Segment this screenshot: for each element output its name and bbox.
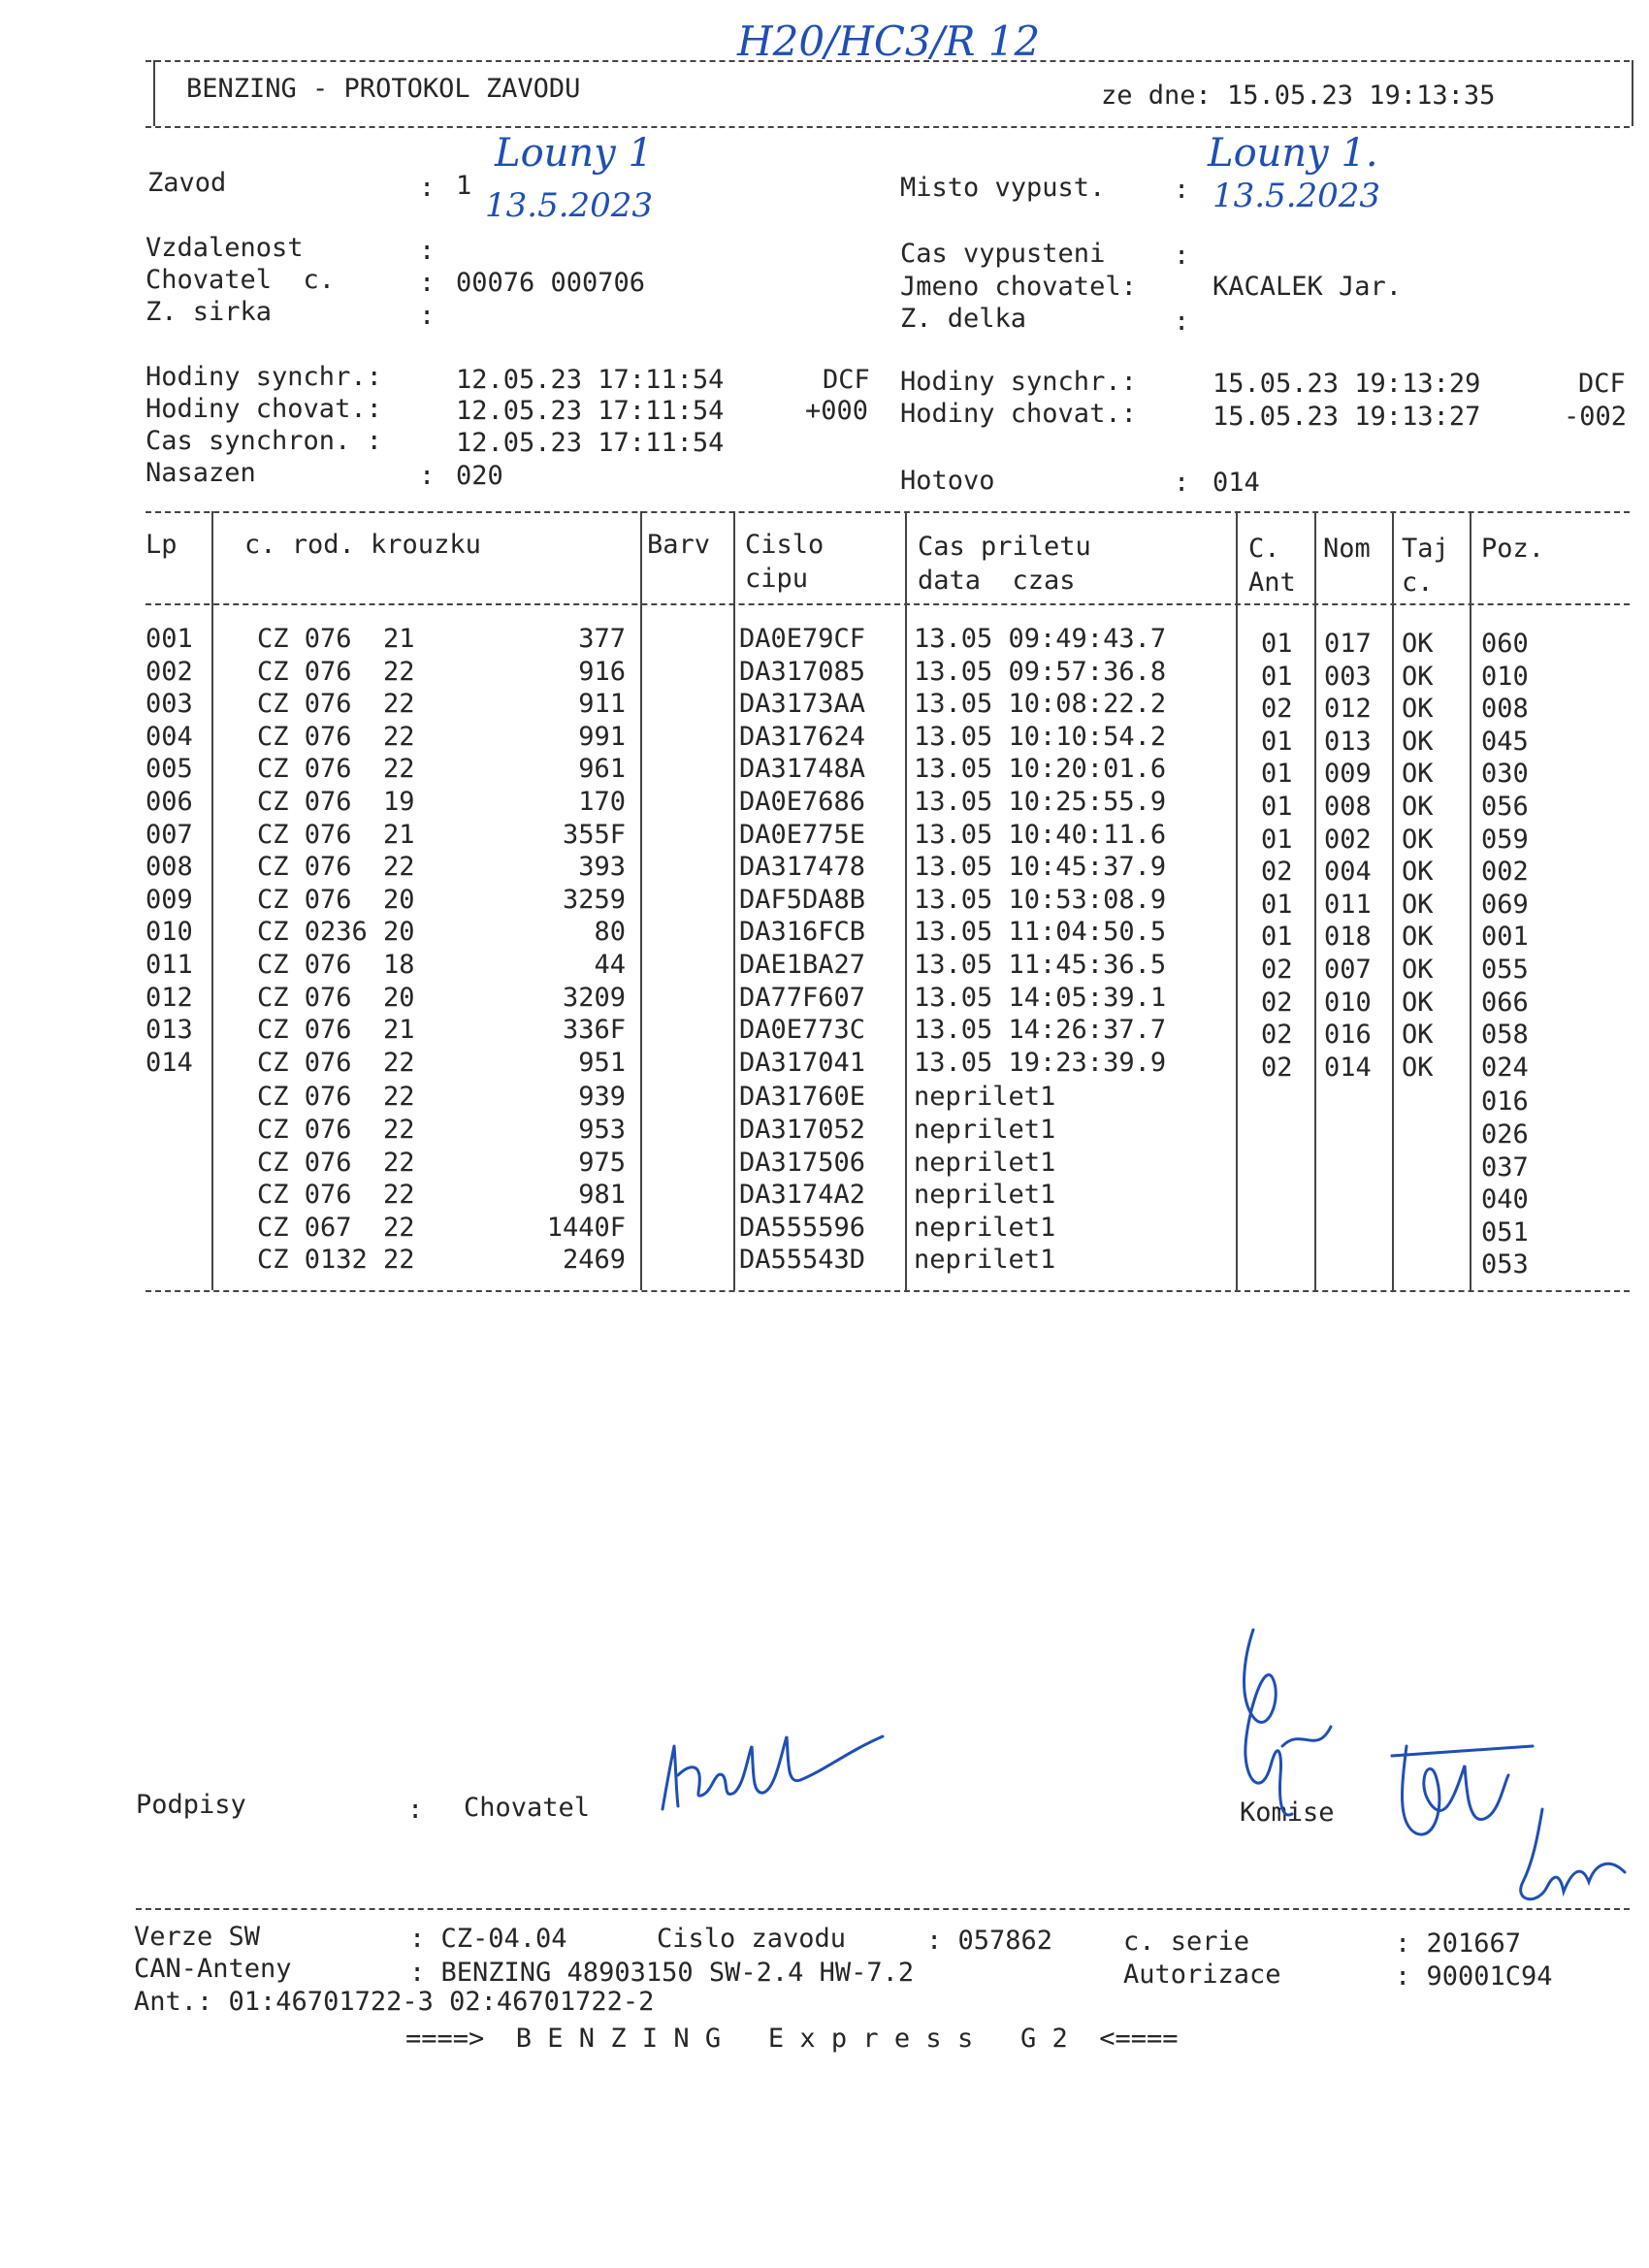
cell-chip: DA3174A2 [739,1180,866,1211]
cell-taj: OK [1402,694,1434,725]
cell-antenna: 01 [1261,726,1293,757]
col-sep-chip [905,511,907,1290]
handwritten-date-right: 13.5.2023 [1212,177,1381,215]
handwritten-place-left: Louny 1 [495,131,653,176]
cell-arrival-time: 13.05 10:20:01.6 [914,754,1167,785]
zavod-colon: : [419,173,436,203]
nasazen-value: 020 [456,461,503,491]
col-sep-taj [1470,511,1471,1290]
cell-arrival-time: 13.05 09:57:36.8 [914,656,1167,687]
autorizace-value: : 90001C94 [1395,1961,1553,1992]
col-sep-time [1236,511,1238,1290]
protocol-title: BENZING - PROTOKOL ZAVODU [186,74,581,104]
verze-value: : CZ-04.04 [409,1924,567,1954]
header-lp: Lp [146,530,178,560]
chovatel-value: 00076 000706 [456,268,646,298]
vzdalenost-label: Vzdalenost [146,233,304,263]
cell-nom: 018 [1324,922,1372,953]
cell-nom: 003 [1324,661,1372,692]
cell-ring: CZ 076 22 [257,1147,415,1178]
cell-taj: OK [1402,987,1434,1018]
cell-ring: CZ 0132 22 [257,1245,415,1276]
col-sep-lp [211,511,213,1290]
cell-arrival-time: 13.05 10:08:22.2 [914,689,1167,720]
brand-line: ====> B E N Z I N G E x p r e s s G 2 <==== [405,2024,1179,2054]
cell-ring-number: 951 [578,1047,626,1078]
cell-chip: DA317085 [739,656,866,687]
cell-chip: DA0E7686 [739,787,866,817]
cell-nom: 004 [1324,857,1372,888]
cell-poz: 069 [1481,889,1529,920]
cell-ring-number: 911 [578,689,626,720]
jmeno-label: Jmeno chovatel: [900,272,1137,302]
cell-poz: 056 [1481,792,1529,822]
cell-antenna: 01 [1261,889,1293,920]
header-top-rule [146,60,1630,62]
cell-poz: 008 [1481,694,1529,725]
hotovo-value: 014 [1212,468,1260,498]
nasazen-label: Nasazen [146,458,256,488]
cell-taj: OK [1402,955,1434,985]
table-bottom-rule [146,1290,1630,1292]
cell-ring-number: 393 [578,852,626,883]
cell-lp: 001 [146,624,193,654]
misto-label: Misto vypust. [900,173,1106,203]
cell-poz: 024 [1481,1052,1529,1083]
can-value: : BENZING 48903150 SW-2.4 HW-7.2 [409,1958,915,1988]
cell-ring: CZ 067 22 [257,1212,415,1243]
cell-chip: DAF5DA8B [739,884,866,915]
misto-colon: : [1174,175,1190,205]
hotovo-colon: : [1174,468,1190,498]
header-bottom-rule [146,126,1630,128]
cell-nom: 016 [1324,1020,1372,1051]
cell-ring-number: 981 [578,1180,626,1211]
chovatel-signature [655,1717,888,1824]
header-barv: Barv [647,530,711,560]
cell-ring: CZ 076 22 [257,1115,415,1145]
zsirka-colon: : [419,301,436,331]
cell-chip: DA317478 [739,852,866,883]
header-left-border [153,60,155,126]
header-ring: c. rod. krouzku [244,530,481,560]
cell-poz: 010 [1481,661,1529,692]
cell-ring-number: 1440F [546,1212,626,1243]
cell-lp: 011 [146,950,193,980]
cell-antenna: 02 [1261,857,1293,888]
cell-ring: CZ 076 22 [257,1047,415,1078]
jmeno-value: KACALEK Jar. [1212,272,1403,302]
cell-taj: OK [1402,824,1434,855]
cell-antenna: 01 [1261,629,1293,659]
cell-poz: 001 [1481,922,1529,953]
clock-left-synchr-value: 12.05.23 17:11:54 [456,365,725,395]
cell-ring: CZ 076 22 [257,852,415,883]
cell-ring: CZ 076 22 [257,721,415,752]
cell-nom: 002 [1324,824,1372,855]
cell-poz: 053 [1481,1249,1529,1280]
cell-nom: 009 [1324,759,1372,790]
cell-arrival-time: 13.05 10:45:37.9 [914,852,1167,883]
header-c-1: C. [1248,534,1280,564]
clock-left-synchr-label: Hodiny synchr.: [146,362,382,392]
header-right-border [1632,60,1633,126]
cell-antenna: 01 [1261,792,1293,822]
cell-antenna: 02 [1261,987,1293,1018]
clock-left-synchr-suffix: DCF [823,365,870,395]
cell-chip: DA555596 [739,1212,866,1243]
cell-taj: OK [1402,726,1434,757]
cell-lp: 008 [146,852,193,883]
zavod-value: 1 [456,171,472,201]
chovatel-signature-label: Chovatel [464,1793,591,1823]
cell-chip: DAE1BA27 [739,950,866,980]
cell-taj: OK [1402,629,1434,659]
report-date-label: ze dne: [1101,81,1212,111]
chovatel-colon: : [419,268,436,298]
komise-signature-3 [1504,1804,1630,1911]
cell-nom: 014 [1324,1052,1372,1083]
clock-right-chovat-label: Hodiny chovat.: [900,399,1137,429]
cell-poz: 016 [1481,1086,1529,1118]
cell-chip: DA55543D [739,1245,866,1276]
report-date-value: 15.05.23 19:13:35 [1227,81,1496,111]
cell-arrival-time: 13.05 10:40:11.6 [914,819,1167,850]
cell-arrival-time: 13.05 14:26:37.7 [914,1015,1167,1046]
cell-antenna: 02 [1261,955,1293,985]
cell-ring: CZ 076 21 [257,819,415,850]
cell-chip: DA317506 [739,1147,866,1178]
cell-ring-number: 961 [578,754,626,785]
zdelka-colon: : [1174,307,1190,337]
header-nom: Nom [1323,534,1371,564]
cell-antenna: 01 [1261,661,1293,692]
footer-rule [136,1908,1630,1910]
cell-chip: DA77F607 [739,982,866,1013]
chovatel-label: Chovatel c. [146,265,336,295]
podpisy-colon: : [407,1795,424,1825]
cell-antenna: 02 [1261,1020,1293,1051]
clock-right-synchr-value: 15.05.23 19:13:29 [1212,369,1481,399]
cell-ring-number: 170 [578,787,626,817]
cell-ring: CZ 076 18 [257,950,415,980]
cell-nom: 007 [1324,955,1372,985]
cell-ring-number: 939 [578,1082,626,1113]
cell-antenna: 01 [1261,922,1293,953]
cell-ring-number: 975 [578,1147,626,1178]
cell-poz: 037 [1481,1151,1529,1183]
cell-chip: DA3173AA [739,689,866,720]
cell-chip: DA31748A [739,754,866,785]
cell-arrival-time: neprilet1 [914,1147,1056,1178]
cell-poz: 060 [1481,629,1529,659]
cell-arrival-time: 13.05 11:04:50.5 [914,917,1167,948]
clock-left-chovat-suffix: +000 [805,396,869,426]
cell-nom: 010 [1324,987,1372,1018]
cell-poz: 051 [1481,1216,1529,1247]
cell-ring-number: 355F [562,819,626,850]
cell-arrival-time: 13.05 10:25:55.9 [914,787,1167,817]
cell-ring-number: 377 [578,624,626,654]
cell-ring: CZ 076 21 [257,1015,415,1046]
cell-poz: 066 [1481,987,1529,1018]
cell-ring-number: 3259 [562,884,626,915]
cislo-zavodu-label: Cislo zavodu [657,1924,847,1954]
cell-ring: CZ 076 22 [257,1082,415,1113]
serie-label: c. serie [1123,1927,1250,1957]
cell-taj: OK [1402,1020,1434,1051]
cell-lp: 006 [146,787,193,817]
header-poz: Poz. [1481,534,1545,564]
cell-ring: CZ 076 22 [257,656,415,687]
handwritten-place-right: Louny 1. [1208,131,1378,176]
cell-nom: 011 [1324,889,1372,920]
cell-ring-number: 80 [594,917,626,948]
cell-lp: 002 [146,656,193,687]
header-taj-2: c. [1402,567,1434,598]
cell-ring: CZ 076 20 [257,982,415,1013]
cell-ring-number: 44 [594,950,626,980]
header-cas-1: Cas priletu [918,532,1091,562]
zavod-label: Zavod [147,168,227,198]
cell-lp: 014 [146,1047,193,1078]
cell-ring-number: 916 [578,656,626,687]
clock-left-cas-value: 12.05.23 17:11:54 [456,428,725,458]
cell-ring-number: 336F [562,1015,626,1046]
cell-lp: 009 [146,884,193,915]
cell-arrival-time: 13.05 10:10:54.2 [914,721,1167,752]
cell-taj: OK [1402,857,1434,888]
zdelka-label: Z. delka [900,304,1027,334]
cell-lp: 005 [146,754,193,785]
cell-chip: DA317052 [739,1115,866,1145]
cell-chip: DA317624 [739,721,866,752]
cell-lp: 004 [146,721,193,752]
zsirka-label: Z. sirka [146,297,273,327]
cell-poz: 059 [1481,824,1529,855]
cell-taj: OK [1402,1052,1434,1083]
cell-lp: 012 [146,982,193,1013]
can-label: CAN-Anteny [134,1954,292,1984]
cell-poz: 040 [1481,1184,1529,1215]
cell-arrival-time: neprilet1 [914,1082,1056,1113]
cell-ring: CZ 076 22 [257,689,415,720]
verze-label: Verze SW [134,1922,261,1952]
table-top-rule [146,511,1630,513]
cell-ring-number: 953 [578,1115,626,1145]
cell-ring: CZ 0236 20 [257,917,415,948]
cell-ring-number: 2469 [562,1245,626,1276]
clock-right-synchr-suffix: DCF [1578,369,1626,399]
cell-arrival-time: neprilet1 [914,1245,1056,1276]
cell-lp: 010 [146,917,193,948]
cell-nom: 008 [1324,792,1372,822]
hotovo-label: Hotovo [900,466,995,496]
cell-nom: 013 [1324,726,1372,757]
cas-vypusteni-label: Cas vypusteni [900,239,1106,269]
clock-right-chovat-value: 15.05.23 19:13:27 [1212,402,1481,432]
cell-arrival-time: 13.05 09:49:43.7 [914,624,1167,654]
handwritten-date-left: 13.5.2023 [485,186,654,225]
cell-poz: 002 [1481,857,1529,888]
antenna-line: Ant.: 01:46701722-3 02:46701722-2 [134,1987,655,2017]
cell-arrival-time: 13.05 10:53:08.9 [914,884,1167,915]
cell-arrival-time: 13.05 19:23:39.9 [914,1047,1167,1078]
header-cislo-2: cipu [745,564,809,594]
komise-signature-1 [1224,1620,1341,1828]
cell-poz: 026 [1481,1119,1529,1150]
col-sep-ant [1314,511,1316,1290]
cell-chip: DA0E79CF [739,624,866,654]
cell-poz: 058 [1481,1020,1529,1051]
cell-poz: 055 [1481,955,1529,985]
clock-left-cas-label: Cas synchron. : [146,426,382,456]
clock-left-chovat-label: Hodiny chovat.: [146,394,382,424]
cell-ring: CZ 076 22 [257,754,415,785]
cas-vypusteni-colon: : [1174,241,1190,271]
cell-chip: DA0E775E [739,819,866,850]
komise-signature-label: Komise [1240,1798,1335,1828]
serie-value: : 201667 [1395,1928,1522,1959]
cell-ring: CZ 076 20 [257,884,415,915]
col-sep-ring [640,511,642,1290]
cell-nom: 017 [1324,629,1372,659]
cell-taj: OK [1402,792,1434,822]
cell-taj: OK [1402,889,1434,920]
podpisy-label: Podpisy [136,1790,246,1820]
clock-left-chovat-value: 12.05.23 17:11:54 [456,396,725,426]
header-taj-1: Taj [1402,534,1449,564]
cell-ring: CZ 076 22 [257,1180,415,1211]
cell-poz: 045 [1481,726,1529,757]
cell-ring: CZ 076 19 [257,787,415,817]
vzdalenost-colon: : [419,236,436,266]
clock-right-chovat-suffix: -002 [1564,402,1628,432]
cell-chip: DA0E773C [739,1015,866,1046]
cell-antenna: 02 [1261,1052,1293,1083]
cell-ring-number: 991 [578,721,626,752]
cell-antenna: 01 [1261,824,1293,855]
cell-arrival-time: 13.05 11:45:36.5 [914,950,1167,980]
cell-taj: OK [1402,759,1434,790]
cell-lp: 013 [146,1015,193,1046]
cell-taj: OK [1402,922,1434,953]
cell-arrival-time: neprilet1 [914,1212,1056,1243]
header-cislo-1: Cislo [745,530,824,560]
cislo-zavodu-value: : 057862 [926,1926,1053,1956]
cell-lp: 007 [146,819,193,850]
cell-arrival-time: neprilet1 [914,1115,1056,1145]
cell-arrival-time: neprilet1 [914,1180,1056,1211]
cell-antenna: 02 [1261,694,1293,725]
table-header-rule [146,603,1630,605]
cell-chip: DA317041 [739,1047,866,1078]
cell-lp: 003 [146,689,193,720]
handwritten-top-note: H20/HC3/R 12 [737,17,1041,65]
cell-ring-number: 3209 [562,982,626,1013]
col-sep-barv [733,511,735,1290]
cell-taj: OK [1402,661,1434,692]
cell-poz: 030 [1481,759,1529,790]
header-cas-2: data czas [918,566,1076,596]
col-sep-nom [1392,511,1394,1290]
autorizace-label: Autorizace [1123,1960,1281,1990]
cell-antenna: 01 [1261,759,1293,790]
nasazen-colon: : [419,461,436,491]
cell-nom: 012 [1324,694,1372,725]
clock-right-synchr-label: Hodiny synchr.: [900,367,1137,397]
cell-ring: CZ 076 21 [257,624,415,654]
cell-chip: DA31760E [739,1082,866,1113]
cell-chip: DA316FCB [739,917,866,948]
header-c-2: Ant [1248,567,1296,598]
cell-arrival-time: 13.05 14:05:39.1 [914,982,1167,1013]
